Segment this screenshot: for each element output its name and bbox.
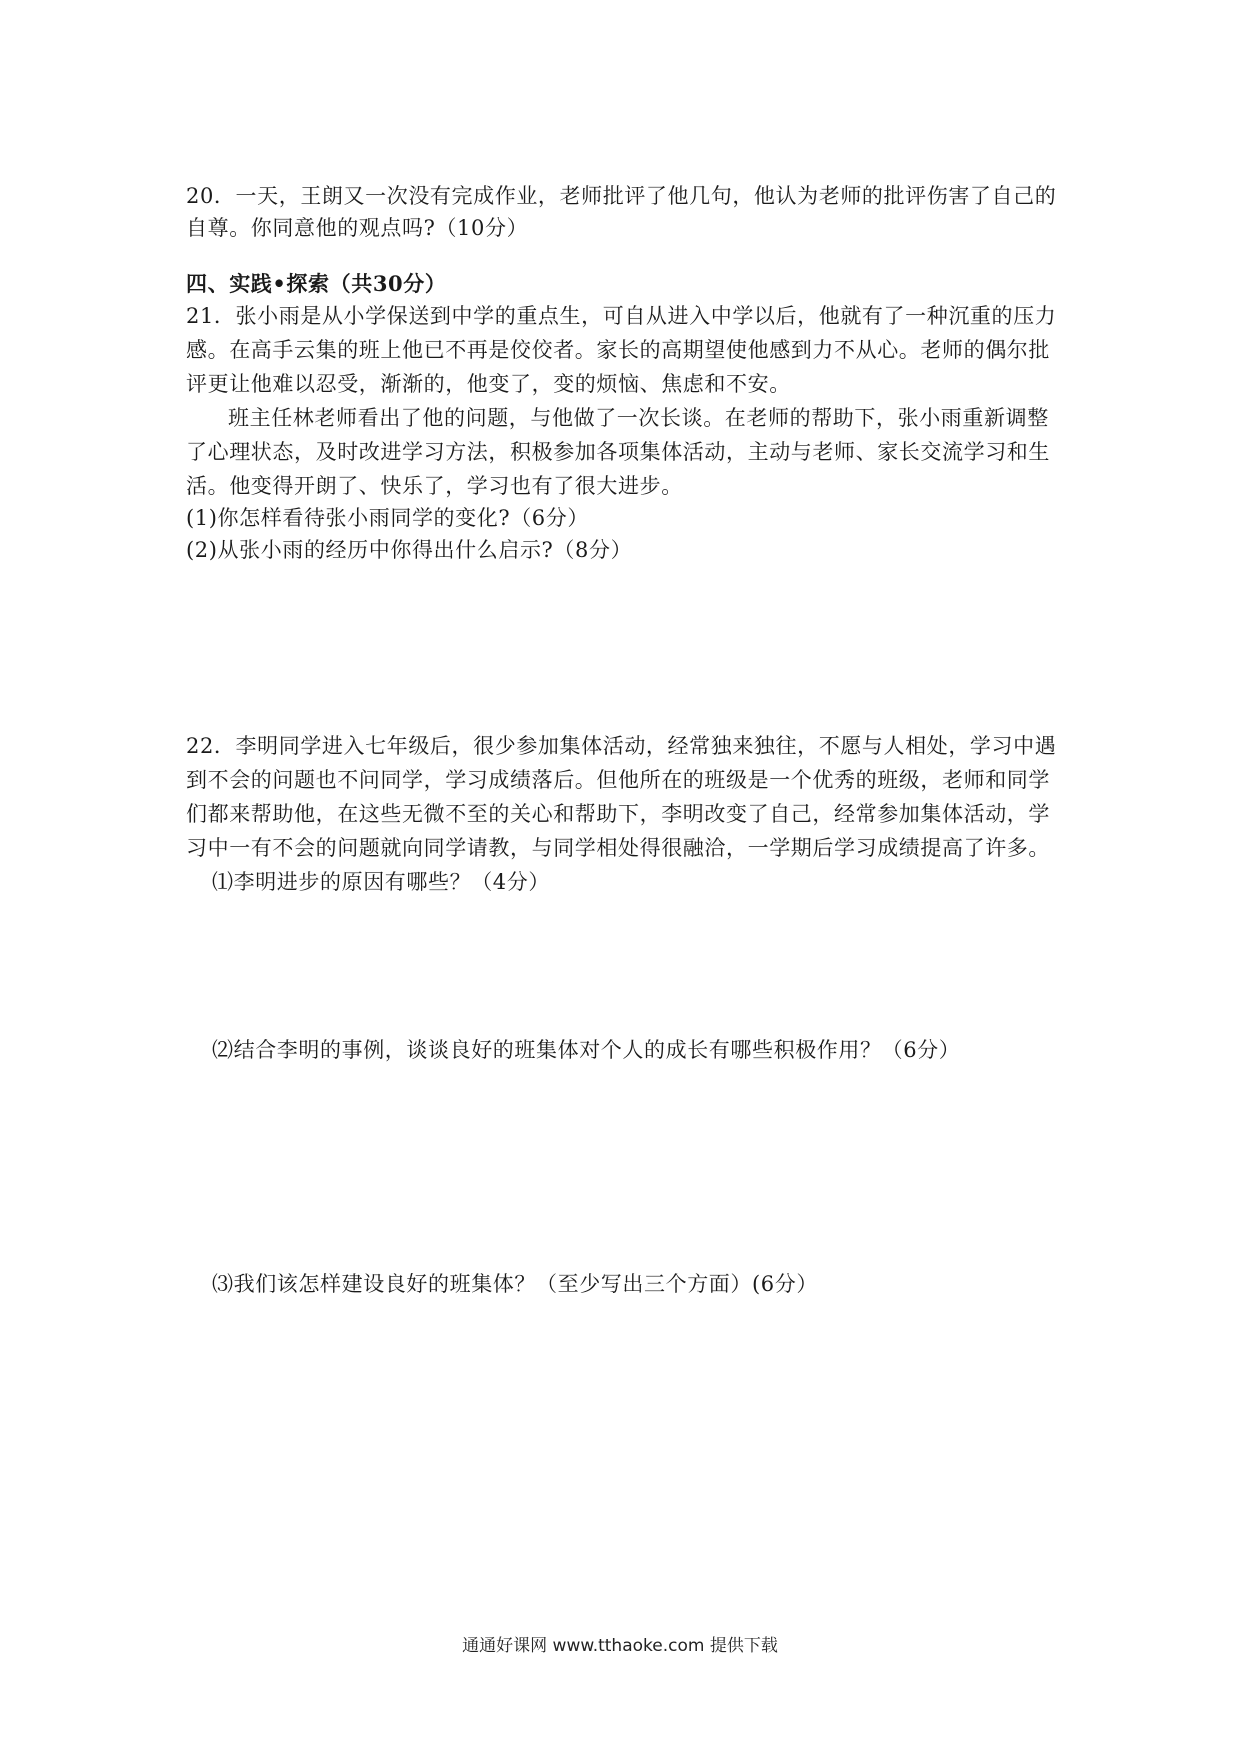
q22-line-3: 们都来帮助他，在这些无微不至的关心和帮助下，李明改变了自己，经常参加集体活动，学 [186, 802, 1050, 826]
q21-para2-line-1: 班主任林老师看出了他的问题，与他做了一次长谈。在老师的帮助下，张小雨重新调整 [228, 406, 1049, 430]
q20-line-1: 20．一天，王朗又一次没有完成作业，老师批评了他几句，他认为老师的批评伤害了自己的 [186, 184, 1057, 208]
q22-line-4: 习中一有不会的问题就向同学请教，与同学相处得很融洽，一学期后学习成绩提高了许多。 [186, 836, 1050, 860]
q21-sub-question-1: (1)你怎样看待张小雨同学的变化?（6分） [186, 506, 589, 530]
q21-para2-line-2: 了心理状态，及时改进学习方法，积极参加各项集体活动，主动与老师、家长交流学习和生 [186, 440, 1050, 464]
q22-line-1: 22．李明同学进入七年级后，很少参加集体活动，经常独来独往，不愿与人相处，学习中遇 [186, 734, 1057, 758]
q20-line-2: 自尊。你同意他的观点吗?（10分） [186, 216, 529, 240]
q21-para2-line-3: 活。他变得开朗了、快乐了，学习也有了很大进步。 [186, 474, 683, 498]
q22-line-2: 到不会的问题也不问同学，学习成绩落后。但他所在的班级是一个优秀的班级，老师和同学 [186, 768, 1050, 792]
q22-sub-question-3: ⑶我们该怎样建设良好的班集体？（至少写出三个方面）(6分） [212, 1272, 818, 1296]
q21-sub-question-2: (2)从张小雨的经历中你得出什么启示?（8分） [186, 538, 633, 562]
footer-download-note: 通通好课网 www.tthaoke.com 提供下载 [462, 1636, 778, 1656]
q22-sub-question-2: ⑵结合李明的事例，谈谈良好的班集体对个人的成长有哪些积极作用？（6分） [212, 1038, 961, 1062]
section-4-heading: 四、实践•探索（共30分） [186, 271, 447, 296]
q21-para1-line-2: 感。在高手云集的班上他已不再是佼佼者。家长的高期望使他感到力不从心。老师的偶尔批 [186, 338, 1050, 362]
q21-para1-line-1: 21．张小雨是从小学保送到中学的重点生，可自从进入中学以后，他就有了一种沉重的压力 [186, 304, 1057, 328]
q21-para1-line-3: 评更让他难以忍受，渐渐的，他变了，变的烦恼、焦虑和不安。 [186, 372, 791, 396]
q22-sub-question-1: ⑴李明进步的原因有哪些？（4分） [212, 870, 550, 894]
